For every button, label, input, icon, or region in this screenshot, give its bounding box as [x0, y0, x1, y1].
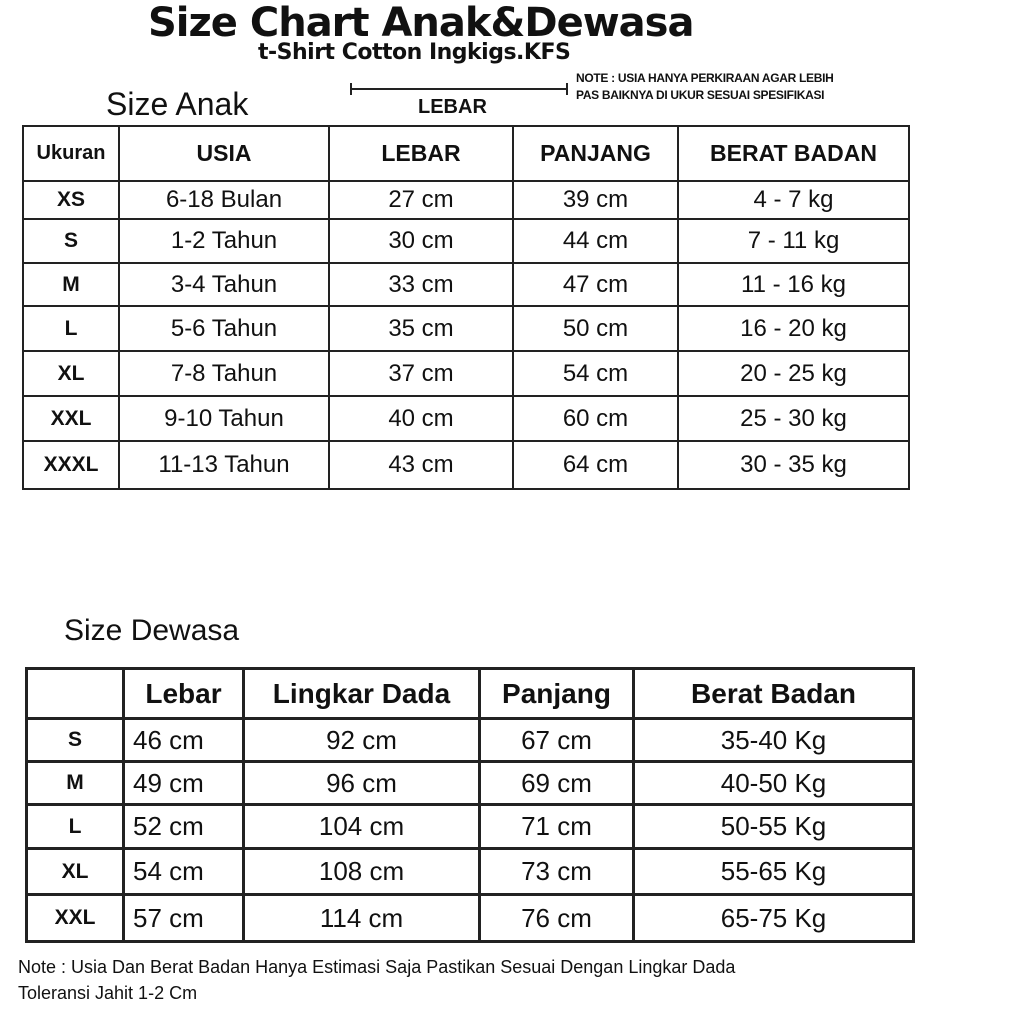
size-cell: M: [27, 762, 124, 805]
value-cell: 64 cm: [513, 441, 678, 489]
kids-size-table: [22, 125, 910, 490]
column-header: PANJANG: [513, 126, 678, 181]
page-title: Size Chart Anak&Dewasa: [148, 0, 694, 46]
value-cell: 39 cm: [513, 181, 678, 219]
table-row: [27, 895, 914, 942]
note-top-line: PAS BAIKNYA DI UKUR SESUAI SPESIFIKASI: [576, 88, 825, 102]
value-cell: 54 cm: [513, 351, 678, 396]
value-cell: 71 cm: [480, 805, 634, 849]
column-header: Berat Badan: [634, 669, 914, 719]
table-row: [23, 219, 909, 263]
size-cell: XS: [23, 181, 119, 219]
width-measure-label: LEBAR: [418, 96, 487, 118]
value-cell: 60 cm: [513, 396, 678, 441]
size-cell: XXL: [27, 895, 124, 942]
table-row: [27, 762, 914, 805]
value-cell: 54 cm: [124, 849, 244, 895]
value-cell: 76 cm: [480, 895, 634, 942]
value-cell: 1-2 Tahun: [119, 219, 329, 263]
size-cell: XL: [23, 351, 119, 396]
value-cell: 30 cm: [329, 219, 513, 263]
value-cell: 46 cm: [124, 719, 244, 762]
value-cell: 69 cm: [480, 762, 634, 805]
note-bottom-line: Toleransi Jahit 1-2 Cm: [18, 983, 198, 1003]
value-cell: 50 cm: [513, 306, 678, 351]
value-cell: 11 - 16 kg: [678, 263, 909, 306]
value-cell: 65-75 Kg: [634, 895, 914, 942]
value-cell: 6-18 Bulan: [119, 181, 329, 219]
table-header-row: [23, 126, 909, 181]
value-cell: 37 cm: [329, 351, 513, 396]
value-cell: 4 - 7 kg: [678, 181, 909, 219]
value-cell: 40 cm: [329, 396, 513, 441]
column-header: Panjang: [480, 669, 634, 719]
table-row: [23, 306, 909, 351]
value-cell: 108 cm: [244, 849, 480, 895]
value-cell: 3-4 Tahun: [119, 263, 329, 306]
value-cell: 35 cm: [329, 306, 513, 351]
value-cell: 11-13 Tahun: [119, 441, 329, 489]
value-cell: 49 cm: [124, 762, 244, 805]
table-row: [27, 719, 914, 762]
value-cell: 50-55 Kg: [634, 805, 914, 849]
value-cell: 44 cm: [513, 219, 678, 263]
size-cell: XXXL: [23, 441, 119, 489]
value-cell: 7 - 11 kg: [678, 219, 909, 263]
value-cell: 20 - 25 kg: [678, 351, 909, 396]
page-subtitle: t-Shirt Cotton Ingkigs.KFS: [258, 40, 571, 65]
size-cell: XXL: [23, 396, 119, 441]
table-header-row: [27, 669, 914, 719]
adult-size-table: [25, 667, 915, 943]
value-cell: 25 - 30 kg: [678, 396, 909, 441]
table-row: [23, 441, 909, 489]
value-cell: 40-50 Kg: [634, 762, 914, 805]
table-row: [27, 849, 914, 895]
value-cell: 47 cm: [513, 263, 678, 306]
size-cell: L: [27, 805, 124, 849]
value-cell: 5-6 Tahun: [119, 306, 329, 351]
note-top-line: NOTE : USIA HANYA PERKIRAAN AGAR LEBIH: [576, 71, 834, 85]
table-row: [27, 805, 914, 849]
value-cell: 67 cm: [480, 719, 634, 762]
note-bottom-line: Note : Usia Dan Berat Badan Hanya Estimasi Saja Pastikan Sesuai Dengan Lingkar Dada: [18, 957, 736, 977]
size-cell: XL: [27, 849, 124, 895]
note-bottom: [18, 954, 735, 1006]
value-cell: 30 - 35 kg: [678, 441, 909, 489]
value-cell: 55-65 Kg: [634, 849, 914, 895]
value-cell: 27 cm: [329, 181, 513, 219]
column-header: BERAT BADAN: [678, 126, 909, 181]
size-cell: S: [27, 719, 124, 762]
value-cell: 57 cm: [124, 895, 244, 942]
adult-section-title: Size Dewasa: [64, 614, 240, 647]
column-header: Lingkar Dada: [244, 669, 480, 719]
note-top: [576, 70, 834, 104]
value-cell: 33 cm: [329, 263, 513, 306]
table-row: [23, 351, 909, 396]
value-cell: 9-10 Tahun: [119, 396, 329, 441]
value-cell: 7-8 Tahun: [119, 351, 329, 396]
value-cell: 73 cm: [480, 849, 634, 895]
column-header: LEBAR: [329, 126, 513, 181]
value-cell: 92 cm: [244, 719, 480, 762]
value-cell: 16 - 20 kg: [678, 306, 909, 351]
column-header: [27, 669, 124, 719]
kids-section-title: Size Anak: [106, 86, 249, 122]
size-cell: M: [23, 263, 119, 306]
column-header: USIA: [119, 126, 329, 181]
table-row: [23, 396, 909, 441]
value-cell: 96 cm: [244, 762, 480, 805]
value-cell: 114 cm: [244, 895, 480, 942]
column-header: Lebar: [124, 669, 244, 719]
table-row: [23, 181, 909, 219]
column-header: Ukuran: [23, 126, 119, 181]
value-cell: 52 cm: [124, 805, 244, 849]
value-cell: 43 cm: [329, 441, 513, 489]
table-row: [23, 263, 909, 306]
size-cell: L: [23, 306, 119, 351]
value-cell: 104 cm: [244, 805, 480, 849]
size-cell: S: [23, 219, 119, 263]
value-cell: 35-40 Kg: [634, 719, 914, 762]
